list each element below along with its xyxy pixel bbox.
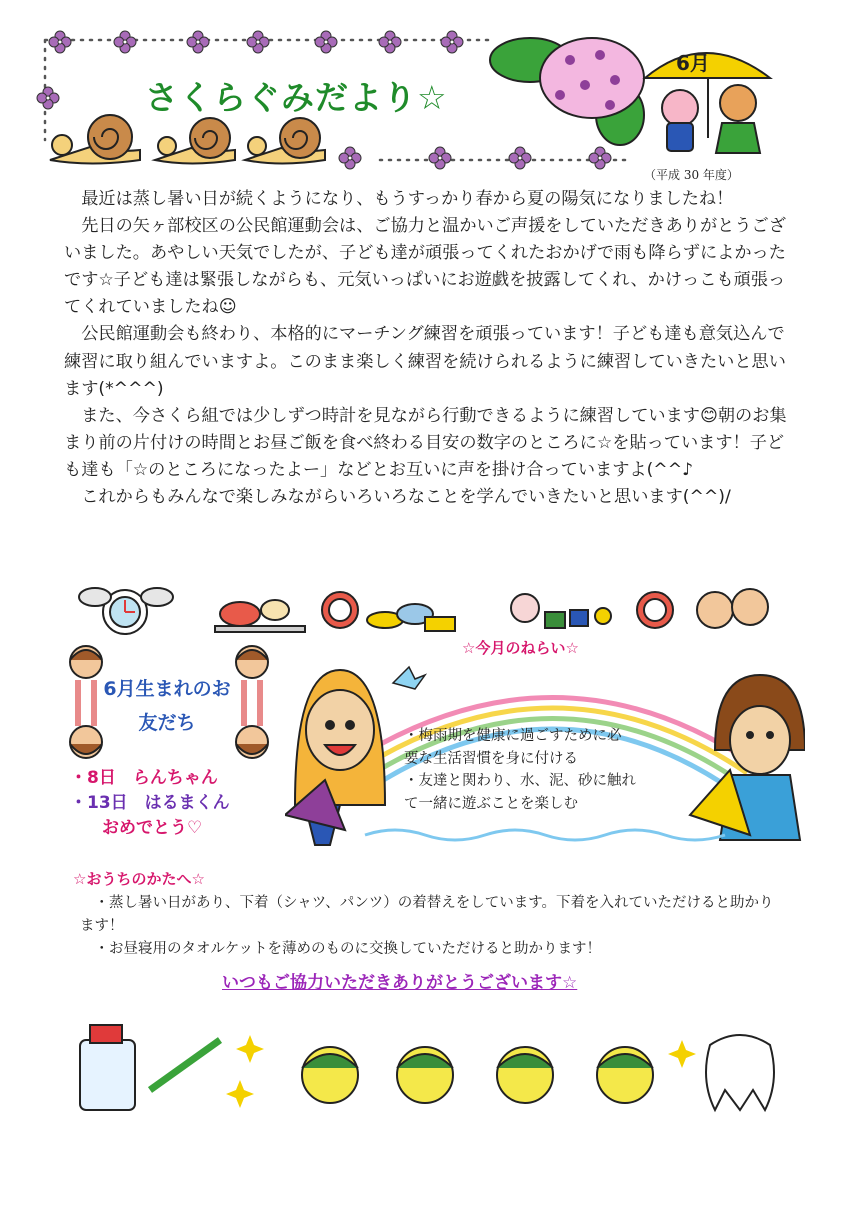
thanks-message: いつもご協力いただきありがとうございます☆: [222, 973, 578, 993]
birthday-entry: ・8日 らんちゃん: [70, 768, 218, 788]
home-notes: [80, 892, 788, 961]
newsletter-title: さくらぐみだより☆: [145, 78, 448, 117]
year-note: （平成 30 年度）: [644, 168, 739, 182]
aims-heading: ☆今月のねらい☆: [462, 639, 579, 657]
birthday-heading: 6月生まれのお友だち: [103, 678, 231, 734]
birthday-entry: ・13日 はるまくん: [70, 793, 230, 813]
birthday-list: [70, 766, 230, 841]
daily-routine-illustrations: [65, 582, 785, 642]
month-badge: 6月: [676, 51, 710, 75]
aims-text: [404, 725, 692, 815]
aim-line: 要な生活習慣を身に付ける: [404, 750, 578, 767]
home-note: ・お昼寝用のタオルケットを薄めのものに交換していただけると助かります！: [94, 941, 601, 957]
aim-line: て一緒に遊ぶことを楽しむ: [404, 795, 578, 812]
intro-paragraph: 先日の矢ヶ部校区の公民館運動会は、ご協力と温かいご声援をしていただきありがとうございました。あやしい天気でしたが、子ども達が頑張ってくれたおかげで雨も降らずによかったです☆子ども達は緊張しながらも、元気いっぱいにお遊戯を披露してくれ、かけっこも頑張ってくれていましたね☺: [64, 216, 786, 318]
toothbrush-germs-illustration: [70, 1020, 790, 1120]
umbrella-characters-illustration: [640, 38, 780, 163]
intro-paragraph: これからもみんなで楽しみながらいろいろなことを学んでいきたいと思います(^^)/: [81, 487, 731, 508]
congratulations-text: おめでとう♡: [102, 818, 203, 838]
aim-line: ・梅雨期を健康に過ごすために必: [404, 728, 622, 744]
intro-paragraph: 最近は蒸し暑い日が続くようになり、もうすっかり春から夏の陽気になりましたね！: [81, 189, 734, 209]
home-note: ・蒸し暑い日があり、下着（シャツ、パンツ）の着替えをしています。下着を入れていただけると助かります！: [80, 895, 774, 934]
intro-text: [64, 186, 790, 511]
aim-line: ・友達と関わり、水、泥、砂に触れ: [404, 773, 636, 789]
intro-paragraph: 公民館運動会も終わり、本格的にマーチング練習を頑張っています！子ども達も意気込んで練習に取り組んでいますよ。このまま楽しく練習を続けられるように練習していきたいと思います(*^^^): [64, 324, 786, 399]
intro-paragraph: また、今さくら組では少しずつ時計を見ながら行動できるように練習しています😊朝のお集まり前の片付けの時間とお昼ご飯を食べ終わる目安の数字のところに☆を貼っています！子ども達も「☆のところになったよー」などとお互いに声を掛け合っていますよ(^^♪: [64, 405, 787, 480]
home-heading: ☆おうちのかたへ☆: [73, 870, 205, 888]
